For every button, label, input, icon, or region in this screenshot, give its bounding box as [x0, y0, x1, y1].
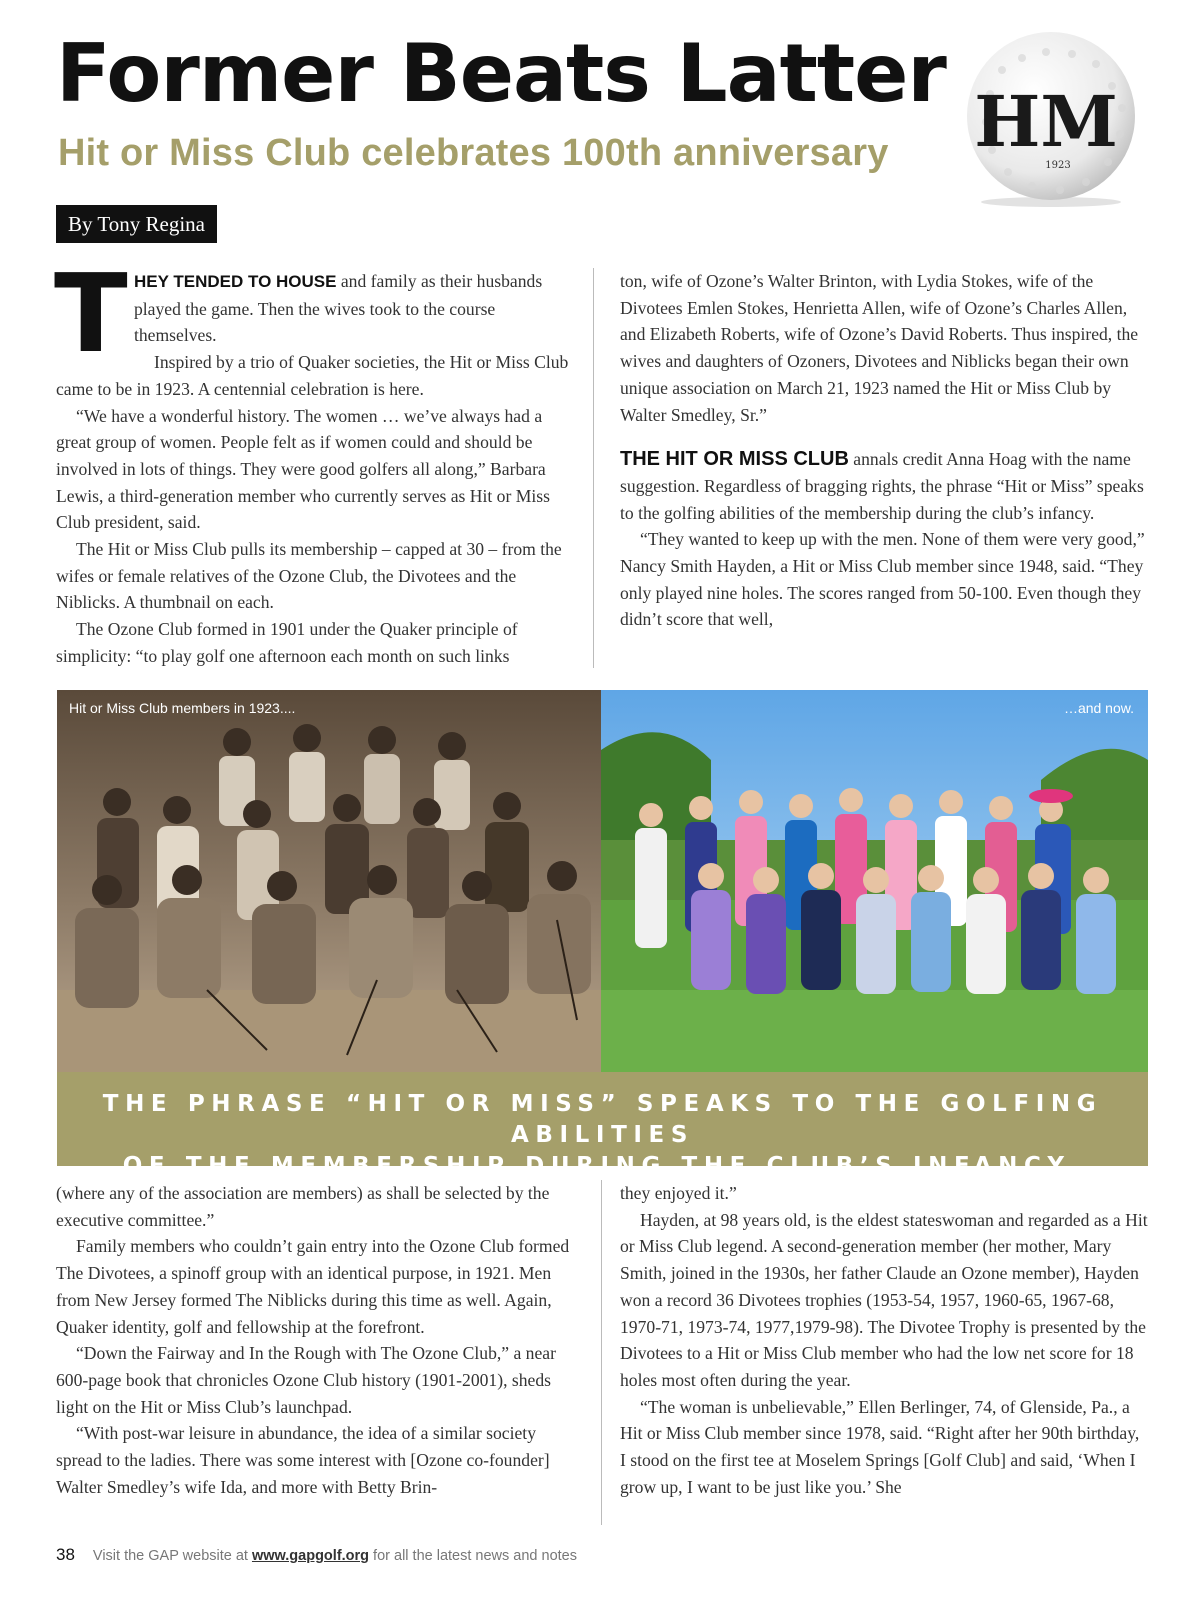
website-link[interactable]: www.gapgolf.org — [251, 1548, 370, 1564]
logo-year: 1923 — [1045, 160, 1071, 171]
page-footer — [56, 1545, 577, 1565]
section-paragraph — [620, 446, 1148, 526]
paragraph: Family members who couldn’t gain entry into the Ozone Club formed The Divotees, a spinoff group with an identical purpose, in 1921. Men from New Jersey formed The Niblicks during this time as well. Again, Quaker identity, golf and fellowship at the forefront. — [56, 1236, 570, 1337]
photo-caption-right: …and now. — [1063, 700, 1134, 716]
photo-current-members — [601, 690, 1148, 1072]
column-divider — [601, 1180, 602, 1525]
paragraph: The Ozone Club formed in 1901 under the Quaker principle of simplicity: “to play golf one afternoon each month on such links — [56, 619, 518, 666]
photo-caption-left: Hit or Miss Club members in 1923.... — [69, 700, 296, 716]
paragraph: “Down the Fairway and In the Rough with The Ozone Club,” a near 600-page book that chronicles Ozone Club history (1901-2001), sheds light on the Hit or Miss Club’s launchpad. — [56, 1343, 556, 1417]
column-2-bottom — [620, 1180, 1148, 1500]
paragraph: ton, wife of Ozone’s Walter Brinton, with Lydia Stokes, wife of the Divotees Emlen Stokes, Henrietta Allen, wife of Ozone’s Charles Allen, and Elizabeth Roberts, wife of Ozone’s David Roberts. Thus inspired, the wives and daughters of Ozoners, Divotees and Niblicks began their own unique association on March 21, 1923 named the Hit or Miss Club by Walter Smedley, Sr.” — [620, 271, 1139, 425]
lead-in: THE HIT OR MISS CLUB — [620, 448, 849, 471]
article-title: Former Beats Latter — [56, 27, 946, 120]
paragraph: “We have a wonderful history. The women … we’ve always had a great group of women. People felt as if women could and should be involved in lots of things. They were good golfers all along,” Barbara Lewis, a third-generation member who currently serves as Hit or Miss Club president, said. — [56, 405, 550, 533]
paragraph: “With post-war leisure in abundance, the idea of a similar society spread to the ladies. There was some interest with [Ozone co-founder] Walter Smedley’s wife Ida, and more with Betty Brin- — [56, 1423, 550, 1497]
paragraph: Inspired by a trio of Quaker societies, the Hit or Miss Club came to be in 1923. A centennial celebration is here. — [56, 352, 569, 399]
column-divider — [593, 268, 594, 668]
article-subtitle: Hit or Miss Club celebrates 100th anniversary — [58, 132, 889, 174]
paragraph: “The woman is unbelievable,” Ellen Berlinger, 74, of Glenside, Pa., a Hit or Miss Club member since 1978, said. “Right after her 90th birthday, I stood on the first tee at Moselem Springs [Golf Club] and said, ‘When I grow up, I want to be just like you.’ She — [620, 1396, 1140, 1497]
pull-quote-line-2: OF THE MEMBERSHIP DURING THE CLUB’S INFANCY. — [122, 1153, 1083, 1179]
paragraph: The Hit or Miss Club pulls its membership – capped at 30 – from the wifes or female relatives of the Ozone Club, the Divotees and the Niblicks. A thumbnail on each. — [56, 539, 562, 613]
page-number: 38 — [56, 1545, 75, 1564]
paragraph: they enjoyed it.” — [620, 1183, 737, 1203]
footer-text-end: for all the latest news and notes — [369, 1548, 577, 1564]
paragraph: (where any of the association are members) as shall be selected by the executive committee.” — [56, 1183, 550, 1230]
photo-1923-members — [57, 690, 601, 1072]
footer-text: Visit the GAP website at — [92, 1548, 252, 1564]
pull-quote-line-1: THE PHRASE “HIT OR MISS” SPEAKS TO THE GOLFING ABILITIES — [102, 1091, 1103, 1148]
paragraph-text: and family as their husbands played the game. Then the wives took to the course themselves. — [134, 271, 543, 346]
column-1-bottom — [56, 1180, 586, 1500]
column-1-top — [54, 252, 570, 670]
golf-ball-logo — [962, 30, 1140, 208]
column-2-top — [620, 268, 1148, 633]
paragraph: Hayden, at 98 years old, is the eldest stateswoman and regarded as a Hit or Miss Club legend. A second-generation member (her mother, Mary Smith, joined in the 1930s, her father Claude an Ozone member), Hayden won a record 36 Divotees trophies (1953-54, 1957, 1960-65, 1967-68, 1970-71, 1973-74, 1977,1979-98). The Divotee Trophy is presented by the Divotees to a Hit or Miss Club member who had the low net score for 18 holes most often during the year. — [620, 1209, 1148, 1390]
paragraph: “They wanted to keep up with the men. None of them were very good,” Nancy Smith Hayden, a Hit or Miss Club member since 1948, said. “They only played nine holes. The scores ranged from 50-100. Even though they didn’t score that well, — [620, 529, 1145, 630]
pull-quote — [57, 1072, 1148, 1179]
paragraph-text: annals credit Anna Hoag with the name suggestion. Regardless of bragging rights, the phrase “Hit or Miss” speaks to the golfing abilities of the membership during the club’s infancy. — [620, 449, 1144, 523]
lead-in: HEY TENDED TO HOUSE — [134, 272, 337, 291]
byline: By Tony Regina — [56, 205, 217, 243]
drop-cap: T — [54, 252, 128, 377]
logo-monogram: HM — [974, 80, 1118, 163]
